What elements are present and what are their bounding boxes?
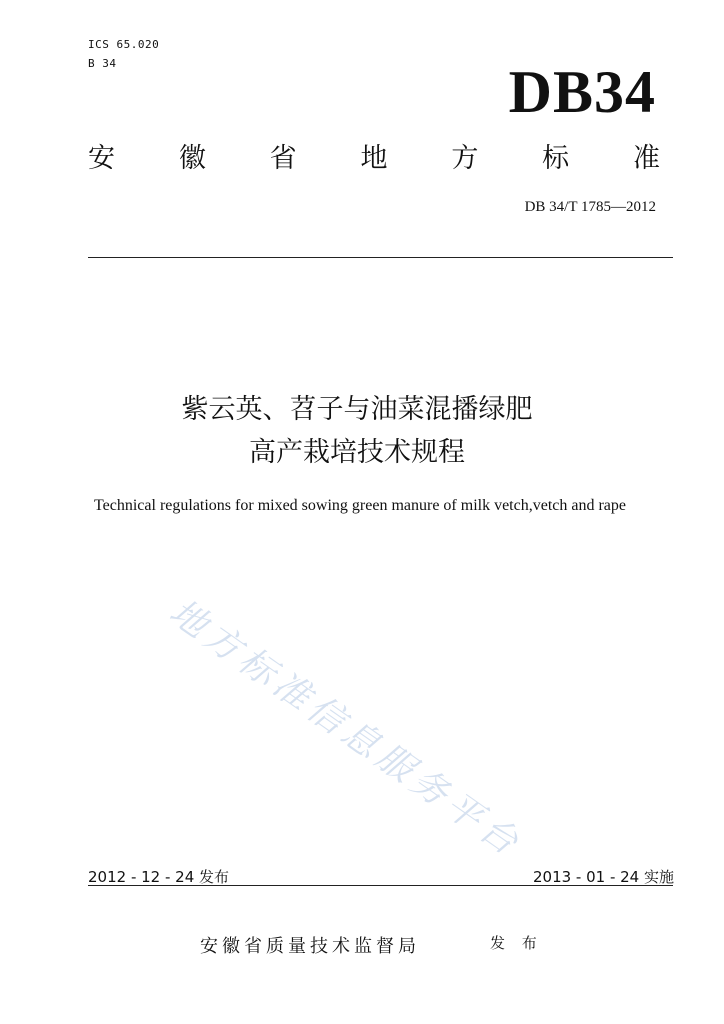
ics-code: ICS 65.020: [88, 38, 160, 51]
standard-type-heading: [88, 142, 660, 176]
footer-divider: [88, 885, 673, 886]
standard-type-char: 标: [542, 143, 570, 174]
document-title-line2: 高产栽培技术规程: [249, 437, 465, 468]
db-logo: DB34: [508, 59, 656, 125]
standard-type-char: 准: [632, 143, 660, 174]
standard-type-char: 地: [360, 143, 388, 174]
standard-type-char: 安: [88, 143, 115, 174]
watermark: 地方标准信息服务平台: [161, 591, 530, 867]
standard-type-char: 徽: [178, 143, 206, 174]
document-title-english: Technical regulations for mixed sowing green manure of milk vetch,vetch and rape: [93, 497, 627, 514]
header-divider: [88, 257, 673, 258]
issuing-authority: 安徽省质量技术监督局: [200, 936, 420, 957]
implementation-date: 2013 - 01 - 24 实施: [532, 868, 674, 886]
standard-type-char: 省: [269, 143, 297, 174]
ccs-code: B 34: [88, 57, 117, 70]
document-title-line1: 紫云英、苕子与油菜混播绿肥: [181, 394, 533, 425]
issue-date: 2012 - 12 - 24 发布: [88, 868, 230, 886]
issue-label: 发 布: [490, 934, 543, 952]
standard-type-char: 方: [451, 143, 479, 174]
standard-number: DB 34/T 1785—2012: [524, 199, 656, 215]
